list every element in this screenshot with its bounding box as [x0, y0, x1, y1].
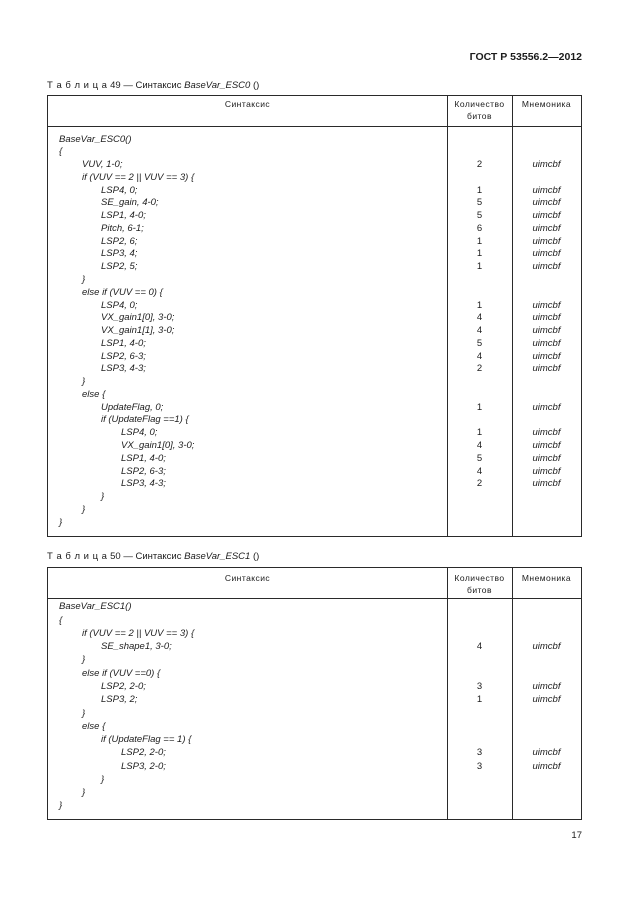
mnemonic-cell: uimcbf	[532, 747, 561, 759]
table-row	[48, 517, 581, 530]
syntax-cell: BaseVar_ESC1()	[59, 601, 132, 613]
bits-cell	[447, 504, 512, 517]
bits-cell: 1	[476, 299, 483, 311]
syntax-cell: LSP1, 4-0;	[101, 210, 146, 222]
bits-cell	[447, 786, 512, 799]
table-row	[48, 223, 581, 236]
mnemonic-cell: uimcbf	[532, 261, 561, 273]
syntax-cell: else {	[82, 388, 106, 400]
bits-cell	[447, 627, 512, 640]
syntax-cell: LSP4, 0;	[101, 184, 138, 196]
column-divider	[447, 96, 448, 536]
mnemonic-cell	[512, 720, 581, 733]
caption-dash: —	[123, 80, 133, 91]
bits-cell: 1	[476, 235, 483, 247]
bits-cell: 2	[476, 159, 483, 171]
table-row	[48, 491, 581, 504]
table-row	[48, 799, 581, 812]
table-body	[48, 599, 581, 813]
bits-cell: 5	[476, 337, 483, 349]
bits-cell: 1	[476, 401, 483, 413]
mnemonic-cell: uimcbf	[532, 184, 561, 196]
bits-cell	[447, 773, 512, 786]
column-divider	[447, 568, 448, 819]
table-row	[48, 248, 581, 261]
table-row	[48, 680, 581, 693]
mnemonic-cell	[512, 653, 581, 666]
table-body	[48, 127, 581, 529]
mnemonic-cell: uimcbf	[532, 680, 561, 692]
syntax-cell: }	[101, 491, 105, 503]
mnemonic-cell	[512, 627, 581, 640]
mnemonic-cell: uimcbf	[532, 235, 561, 247]
table-row	[48, 746, 581, 759]
syntax-table	[47, 567, 582, 820]
caption-text: Синтаксис	[135, 551, 182, 562]
table-row	[48, 427, 581, 440]
table-row	[48, 261, 581, 274]
table-row	[48, 478, 581, 491]
syntax-cell: LSP3, 2-0;	[121, 760, 166, 772]
bits-cell	[447, 146, 512, 159]
bits-cell	[447, 172, 512, 185]
syntax-cell: BaseVar_ESC0()	[59, 133, 132, 145]
bits-cell: 3	[476, 680, 483, 692]
syntax-cell: LSP2, 5;	[101, 261, 138, 273]
table-row	[48, 146, 581, 159]
caption-syntax-name: BaseVar_ESC1	[184, 551, 251, 562]
table-row	[48, 325, 581, 338]
bits-cell	[447, 389, 512, 402]
bits-cell: 5	[476, 210, 483, 222]
bits-cell: 4	[476, 641, 483, 653]
syntax-cell: {	[59, 614, 63, 626]
bits-cell	[447, 287, 512, 300]
syntax-cell: }	[82, 787, 86, 799]
bits-cell: 1	[476, 248, 483, 260]
bits-cell: 2	[476, 363, 483, 375]
mnemonic-cell: uimcbf	[532, 248, 561, 260]
bits-cell	[447, 491, 512, 504]
column-header-syntax: Синтаксис	[224, 99, 271, 109]
table-header	[48, 568, 581, 599]
mnemonic-cell: uimcbf	[532, 325, 561, 337]
table-row	[48, 707, 581, 720]
bits-cell	[447, 600, 512, 613]
syntax-cell: }	[59, 800, 63, 812]
table-row	[48, 236, 581, 249]
table-header	[48, 96, 581, 127]
bits-cell	[447, 414, 512, 427]
mnemonic-cell: uimcbf	[532, 210, 561, 222]
syntax-cell: if (VUV == 2 || VUV == 3) {	[82, 171, 195, 183]
bits-cell	[447, 376, 512, 389]
table-row	[48, 720, 581, 733]
mnemonic-cell: uimcbf	[532, 427, 561, 439]
syntax-cell: if (UpdateFlag ==1) {	[101, 414, 189, 426]
table-row	[48, 210, 581, 223]
mnemonic-cell	[512, 414, 581, 427]
bits-cell: 1	[476, 694, 483, 706]
caption-suffix: ()	[252, 80, 260, 91]
bits-cell: 3	[476, 747, 483, 759]
bits-cell	[447, 134, 512, 147]
table-row	[48, 159, 581, 172]
table-row	[48, 653, 581, 666]
syntax-cell: else {	[82, 720, 106, 732]
mnemonic-cell: uimcbf	[532, 350, 561, 362]
table-row	[48, 134, 581, 147]
mnemonic-cell: uimcbf	[532, 694, 561, 706]
mnemonic-cell: uimcbf	[532, 641, 561, 653]
mnemonic-cell	[512, 491, 581, 504]
syntax-cell: LSP4, 0;	[121, 427, 158, 439]
bits-cell	[447, 720, 512, 733]
table-row	[48, 600, 581, 613]
mnemonic-cell: uimcbf	[532, 760, 561, 772]
table-row	[48, 773, 581, 786]
bits-cell: 1	[476, 427, 483, 439]
syntax-cell: LSP2, 2-0;	[101, 680, 146, 692]
column-header-syntax: Синтаксис	[224, 573, 271, 583]
mnemonic-cell	[512, 146, 581, 159]
page-number: 17	[571, 830, 582, 841]
table-row	[48, 338, 581, 351]
syntax-cell: LSP3, 2;	[101, 694, 138, 706]
caption-number: 50	[110, 551, 121, 562]
mnemonic-cell	[512, 773, 581, 786]
bits-cell: 5	[476, 452, 483, 464]
mnemonic-cell: uimcbf	[532, 222, 561, 234]
table-row	[48, 351, 581, 364]
table-row	[48, 733, 581, 746]
syntax-cell: }	[101, 773, 105, 785]
table-row	[48, 312, 581, 325]
bits-cell	[447, 799, 512, 812]
table-row	[48, 376, 581, 389]
caption-syntax-name: BaseVar_ESC0	[184, 80, 251, 91]
bits-cell: 4	[476, 465, 483, 477]
syntax-cell: VX_gain1[0], 3-0;	[121, 439, 195, 451]
doc-number: ГОСТ Р 53556.2—2012	[469, 51, 582, 63]
syntax-cell: else if (VUV == 0) {	[82, 286, 163, 298]
syntax-cell: LSP2, 2-0;	[121, 747, 166, 759]
syntax-cell: }	[59, 516, 63, 528]
mnemonic-cell: uimcbf	[532, 312, 561, 324]
mnemonic-cell	[512, 376, 581, 389]
bits-cell: 4	[476, 350, 483, 362]
table-row	[48, 466, 581, 479]
syntax-cell: LSP3, 4-3;	[101, 363, 146, 375]
table-row	[48, 614, 581, 627]
table-row	[48, 172, 581, 185]
caption-number: 49	[110, 80, 121, 91]
mnemonic-cell	[512, 614, 581, 627]
column-divider	[512, 96, 513, 536]
table-row	[48, 185, 581, 198]
syntax-cell: if (VUV == 2 || VUV == 3) {	[82, 627, 195, 639]
mnemonic-cell	[512, 287, 581, 300]
column-header-mnemonic: Мнемоника	[521, 99, 572, 109]
column-header-bits: Количество битов	[454, 573, 505, 595]
table-row	[48, 667, 581, 680]
syntax-cell: }	[82, 376, 86, 388]
bits-cell	[447, 733, 512, 746]
bits-cell: 1	[476, 184, 483, 196]
bits-cell	[447, 274, 512, 287]
mnemonic-cell: uimcbf	[532, 465, 561, 477]
bits-cell: 1	[476, 261, 483, 273]
mnemonic-cell	[512, 600, 581, 613]
table-row	[48, 453, 581, 466]
table-row	[48, 363, 581, 376]
bits-cell: 6	[476, 222, 483, 234]
column-divider	[512, 568, 513, 819]
bits-cell: 3	[476, 760, 483, 772]
syntax-cell: }	[82, 707, 86, 719]
mnemonic-cell	[512, 707, 581, 720]
bits-cell: 5	[476, 197, 483, 209]
syntax-cell: else if (VUV ==0) {	[82, 667, 161, 679]
syntax-cell: LSP2, 6-3;	[121, 465, 166, 477]
bits-cell: 4	[476, 325, 483, 337]
table-row	[48, 760, 581, 773]
syntax-table	[47, 95, 582, 537]
mnemonic-cell	[512, 733, 581, 746]
mnemonic-cell	[512, 274, 581, 287]
mnemonic-cell: uimcbf	[532, 478, 561, 490]
mnemonic-cell: uimcbf	[532, 363, 561, 375]
caption-suffix: ()	[252, 551, 260, 562]
table-row	[48, 274, 581, 287]
bits-cell	[447, 614, 512, 627]
mnemonic-cell: uimcbf	[532, 439, 561, 451]
table-caption	[47, 551, 259, 563]
bits-cell: 4	[476, 312, 483, 324]
mnemonic-cell: uimcbf	[532, 159, 561, 171]
mnemonic-cell: uimcbf	[532, 299, 561, 311]
syntax-cell: }	[82, 274, 86, 286]
table-row	[48, 693, 581, 706]
table-row	[48, 440, 581, 453]
bits-cell	[447, 517, 512, 530]
mnemonic-cell: uimcbf	[532, 401, 561, 413]
bits-cell: 2	[476, 478, 483, 490]
syntax-cell: Pitch, 6-1;	[101, 222, 144, 234]
table-row	[48, 389, 581, 402]
column-header-mnemonic: Мнемоника	[521, 573, 572, 583]
table-row	[48, 402, 581, 415]
bits-cell: 4	[476, 439, 483, 451]
syntax-cell: }	[82, 503, 86, 515]
syntax-cell: LSP3, 4-3;	[121, 478, 166, 490]
mnemonic-cell	[512, 786, 581, 799]
column-header-bits: Количество битов	[454, 99, 505, 121]
syntax-cell: }	[82, 654, 86, 666]
syntax-cell: VX_gain1[1], 3-0;	[101, 325, 175, 337]
caption-label: Т а б л и ц а	[47, 551, 108, 562]
caption-label: Т а б л и ц а	[47, 80, 108, 91]
mnemonic-cell: uimcbf	[532, 452, 561, 464]
syntax-cell: LSP2, 6-3;	[101, 350, 146, 362]
syntax-cell: LSP1, 4-0;	[101, 337, 146, 349]
mnemonic-cell	[512, 172, 581, 185]
syntax-cell: LSP3, 4;	[101, 248, 138, 260]
table-row	[48, 786, 581, 799]
mnemonic-cell	[512, 799, 581, 812]
syntax-cell: SE_shape1, 3-0;	[101, 641, 172, 653]
syntax-cell: LSP1, 4-0;	[121, 452, 166, 464]
table-row	[48, 300, 581, 313]
caption-dash: —	[123, 551, 133, 562]
bits-cell	[447, 707, 512, 720]
syntax-cell: LSP4, 0;	[101, 299, 138, 311]
syntax-cell: LSP2, 6;	[101, 235, 138, 247]
table-row	[48, 640, 581, 653]
mnemonic-cell	[512, 504, 581, 517]
syntax-cell: SE_gain, 4-0;	[101, 197, 159, 209]
bits-cell	[447, 667, 512, 680]
table-row	[48, 414, 581, 427]
syntax-cell: UpdateFlag, 0;	[101, 401, 164, 413]
bits-cell	[447, 653, 512, 666]
syntax-cell: VUV, 1-0;	[82, 159, 123, 171]
mnemonic-cell	[512, 134, 581, 147]
mnemonic-cell	[512, 517, 581, 530]
table-row	[48, 627, 581, 640]
table-row	[48, 197, 581, 210]
caption-text: Синтаксис	[135, 80, 182, 91]
table-row	[48, 504, 581, 517]
syntax-cell: VX_gain1[0], 3-0;	[101, 312, 175, 324]
syntax-cell: if (UpdateFlag == 1) {	[101, 734, 192, 746]
table-row	[48, 287, 581, 300]
mnemonic-cell: uimcbf	[532, 197, 561, 209]
mnemonic-cell	[512, 667, 581, 680]
table-caption	[47, 80, 259, 92]
mnemonic-cell	[512, 389, 581, 402]
syntax-cell: {	[59, 146, 63, 158]
mnemonic-cell: uimcbf	[532, 337, 561, 349]
